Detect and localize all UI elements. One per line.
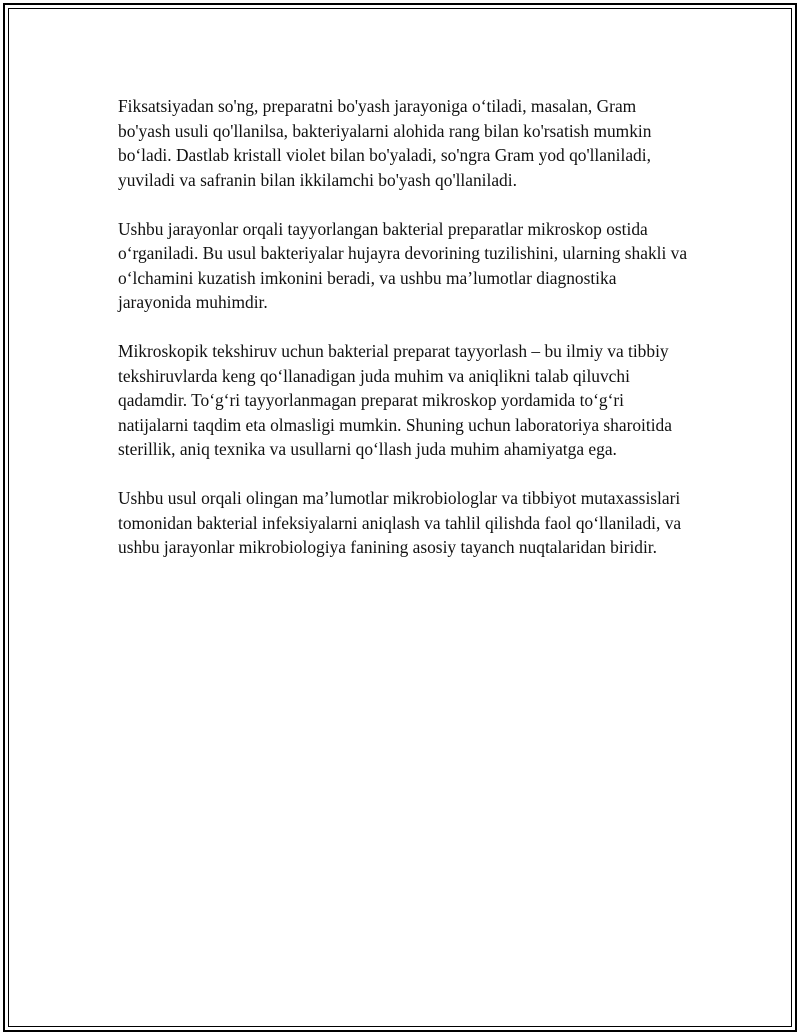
document-body (118, 94, 690, 584)
paragraph-preparation-importance: Mikroskopik tekshiruv uchun bakterial preparat tayyorlash – bu ilmiy va tibbiy tekshiruvlarda keng qo‘llanadigan juda muhim va aniqlikni talab qiluvchi qadamdir. To‘g‘ri tayyorlanmagan preparat mikroskop yordamida to‘g‘ri natijalarni taqdim eta olmasligi mumkin. Shuning uchun laboratoriya sharoitida sterillik, aniq texnika va usullarni qo‘llash juda muhim ahamiyatga ega. (118, 341, 672, 459)
paragraph-application: Ushbu usul orqali olingan ma’lumotlar mikrobiologlar va tibbiyot mutaxassislari tomonidan bakterial infeksiyalarni aniqlash va tahlil qilishda faol qo‘llaniladi, va ushbu jarayonlar mikrobiologiya fanining asosiy tayanch nuqtalaridan biridir. (118, 488, 682, 557)
paragraph-microscopy: Ushbu jarayonlar orqali tayyorlangan bakterial preparatlar mikroskop ostida o‘rganiladi. Bu usul bakteriyalar hujayra devorining tuzilishini, ularning shakli va o‘lchamini kuzatish imkonini beradi, va ushbu ma’lumotlar diagnostika jarayonida muhimdir. (118, 218, 688, 312)
paragraph-gram-staining: Fiksatsiyadan so'ng, preparatni bo'yash jarayoniga o‘tiladi, masalan, Gram bo'yash usuli qo'llanilsa, bakteriyalarni alohida rang bilan ko'rsatish mumkin bo‘ladi. Dastlab kristall violet bilan bo'yaladi, so'ngra Gram yod qo'llaniladi, yuviladi va safranin bilan ikkilamchi bo'yash qo'llaniladi. (118, 96, 652, 190)
